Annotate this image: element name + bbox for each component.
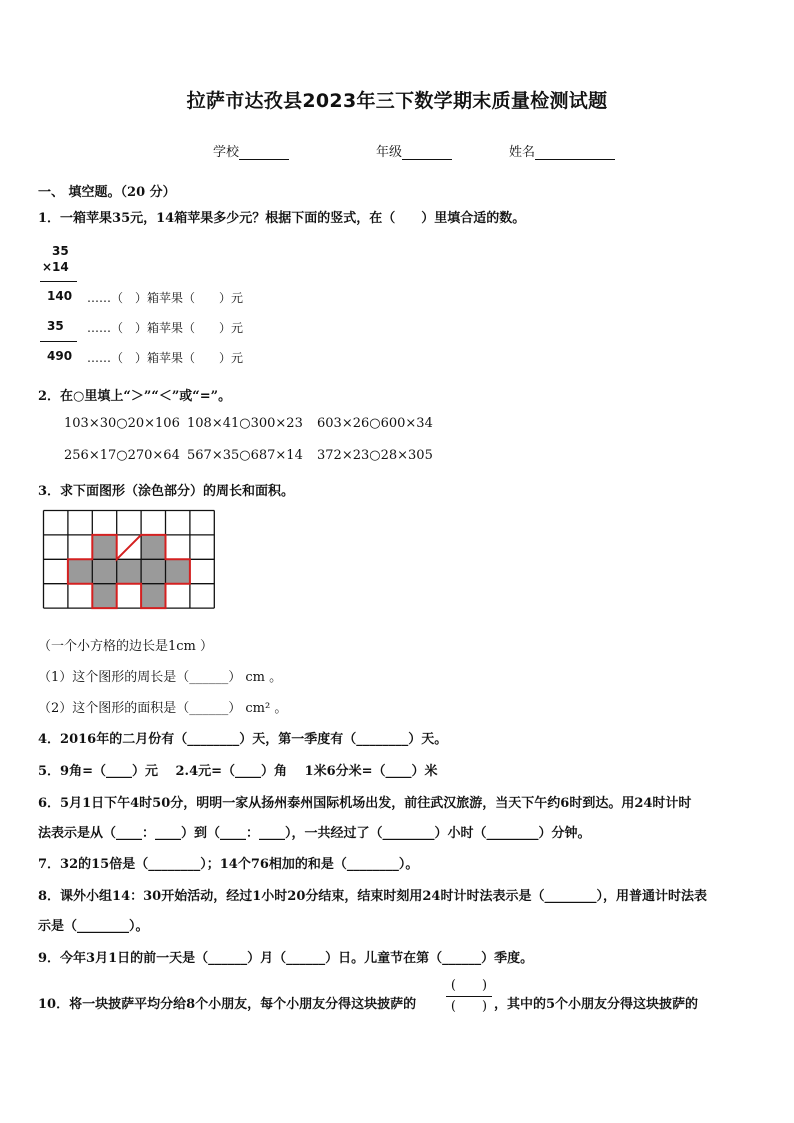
shaded-cell-0 bbox=[92, 535, 117, 560]
fraction-numerator: ( ) bbox=[450, 978, 488, 993]
section-heading: 一、 填空题。（20 分） bbox=[38, 185, 176, 200]
compare-4: 256×17○270×64 bbox=[64, 448, 180, 463]
question-6-line-2: 法表示是从（____：____）到（____：____），一共经过了（________）小时（________）分钟。 bbox=[38, 826, 591, 841]
grade-blank bbox=[402, 146, 452, 160]
grid-note: （一个小方格的边长是1cm ） bbox=[38, 639, 214, 654]
question-2: 2．在○里填上“＞”“＜”或“=”。 bbox=[38, 389, 232, 404]
calc-multiplier: ×14 bbox=[42, 260, 69, 274]
shaded-cell-7 bbox=[92, 584, 117, 609]
name-field bbox=[509, 141, 615, 160]
shaded-cell-8 bbox=[141, 584, 166, 609]
question-8-line-2: 示是（________）。 bbox=[38, 919, 149, 934]
calc-row-3: 490 bbox=[47, 349, 73, 363]
name-label: 姓名 bbox=[509, 145, 536, 160]
question-3: 3．求下面图形（涂色部分）的周长和面积。 bbox=[38, 484, 295, 499]
shaded-cell-2 bbox=[68, 559, 93, 584]
school-field bbox=[213, 141, 289, 160]
calc-top: 35 bbox=[52, 244, 69, 258]
compare-5: 567×35○687×14 bbox=[187, 448, 303, 463]
compare-3: 603×26○600×34 bbox=[317, 416, 433, 431]
question-8-line-1: 8．课外小组14：30开始活动，经过1小时20分结束，结束时刻用24时计时法表示是（________），用普通计时法表 bbox=[38, 889, 707, 904]
shaded-cell-3 bbox=[92, 559, 117, 584]
calc-row-2-answer: ……（ ）箱苹果（ ）元 bbox=[87, 321, 244, 335]
fraction-bar bbox=[446, 996, 492, 997]
question-7: 7．32的15倍是（________）；14个76相加的和是（________）。 bbox=[38, 857, 419, 872]
question-10-part-1: 10．将一块披萨平均分给8个小朋友，每个小朋友分得这块披萨的 bbox=[38, 997, 417, 1012]
question-5: 5．9角=（____）元 2.4元=（____）角 1米6分米=（____）米 bbox=[38, 764, 438, 779]
question-3-part-2: （2）这个图形的面积是（______） cm² 。 bbox=[38, 701, 288, 716]
calc-row-1: 140 bbox=[47, 289, 73, 303]
grid-figure bbox=[42, 509, 218, 617]
question-1: 1．一箱苹果35元，14箱苹果多少元？根据下面的竖式，在（ ）里填合适的数。 bbox=[38, 211, 526, 226]
grade-field bbox=[376, 141, 452, 160]
calc-row-3-answer: ……（ ）箱苹果（ ）元 bbox=[87, 351, 244, 365]
question-3-part-1: （1）这个图形的周长是（______） cm 。 bbox=[38, 670, 283, 685]
calc-row-1-answer: ……（ ）箱苹果（ ）元 bbox=[87, 291, 244, 305]
name-blank bbox=[535, 146, 615, 160]
school-label: 学校 bbox=[213, 145, 240, 160]
shaded-cell-4 bbox=[117, 559, 142, 584]
school-blank bbox=[239, 146, 289, 160]
calc-row-2: 35 bbox=[47, 319, 64, 333]
page-title: 拉萨市达孜县2023年三下数学期末质量检测试题 bbox=[186, 90, 608, 112]
shaded-cell-6 bbox=[166, 559, 191, 584]
calc-line-1 bbox=[40, 281, 77, 282]
compare-6: 372×23○28×305 bbox=[317, 448, 433, 463]
shaded-cell-5 bbox=[141, 559, 166, 584]
question-10-part-2: ，其中的5个小朋友分得这块披萨的 bbox=[494, 997, 699, 1012]
compare-1: 103×30○20×106 bbox=[64, 416, 180, 431]
fraction-blank bbox=[446, 978, 492, 1015]
question-9: 9．今年3月1日的前一天是（______）月（______）日。儿童节在第（______）季度。 bbox=[38, 951, 534, 966]
shaded-cell-1 bbox=[141, 535, 166, 560]
grade-label: 年级 bbox=[376, 145, 403, 160]
calc-line-2 bbox=[40, 341, 77, 342]
compare-2: 108×41○300×23 bbox=[187, 416, 303, 431]
question-6-line-1: 6．5月1日下午4时50分，明明一家从扬州泰州国际机场出发，前往武汉旅游，当天下午约6时到达。用24时计时 bbox=[38, 796, 692, 811]
question-4: 4．2016年的二月份有（________）天，第一季度有（________）天。 bbox=[38, 732, 448, 747]
fraction-denominator: ( ) bbox=[450, 999, 488, 1014]
